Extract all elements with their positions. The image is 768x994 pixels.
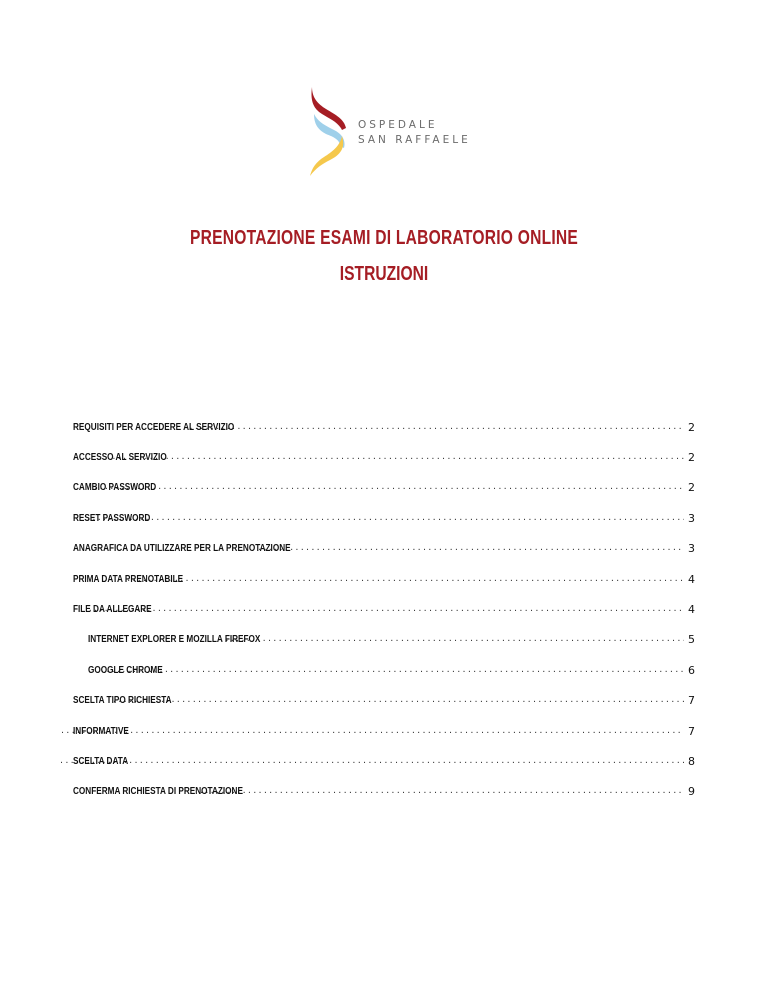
toc-leader-dots — [88, 603, 684, 615]
toc-entry-page: 3 — [688, 512, 695, 525]
toc-entry-label: PRIMA DATA PRENOTABILE — [73, 574, 184, 585]
toc-leader-dots — [257, 542, 684, 554]
toc-subentry[interactable] — [73, 661, 695, 677]
logo-helix-icon — [306, 84, 354, 180]
toc-entry-label: RESET PASSWORD — [73, 513, 151, 524]
document-subtitle: ISTRUZIONI — [339, 263, 429, 285]
toc-leader-dots — [59, 755, 684, 767]
toc-entry-label: ACCESSO AL SERVIZIO — [73, 452, 167, 463]
toc-leader-dots — [219, 633, 684, 645]
toc-entry-page: 2 — [688, 421, 695, 434]
toc-entry[interactable] — [73, 478, 695, 494]
logo-line-2: SAN RAFFAELE — [358, 134, 471, 146]
toc-entry-page: 2 — [688, 481, 695, 494]
toc-entry-page: 6 — [688, 664, 695, 677]
logo-wordmark — [358, 118, 471, 148]
toc-subentry[interactable] — [73, 630, 695, 646]
logo-line-1: OSPEDALE — [358, 119, 438, 131]
toc-leader-dots — [106, 451, 684, 463]
toc-entry-page: 7 — [688, 725, 695, 738]
toc-entry[interactable] — [73, 418, 695, 434]
toc-entry-label: SCELTA TIPO RICHIESTA — [73, 695, 172, 706]
toc-entry-label: FILE DA ALLEGARE — [73, 604, 152, 615]
toc-leader-dots — [100, 664, 684, 676]
toc-leader-dots — [86, 512, 684, 524]
toc-entry-label: SCELTA DATA — [73, 756, 129, 767]
toc-leader-dots — [93, 481, 684, 493]
toc-leader-dots — [60, 725, 684, 737]
toc-entry-page: 9 — [688, 785, 695, 798]
toc-entry-page: 4 — [688, 573, 695, 586]
toc-leader-dots — [199, 785, 684, 797]
toc-leader-dots — [126, 573, 684, 585]
toc-entry[interactable] — [73, 691, 695, 707]
document-title: PRENOTAZIONE ESAMI DI LABORATORIO ONLINE — [189, 227, 579, 249]
toc-entry-page: 2 — [688, 451, 695, 464]
toc-entry-page: 4 — [688, 603, 695, 616]
hospital-logo — [306, 84, 476, 180]
toc-entry-page: 5 — [688, 633, 695, 646]
toc-entry-page: 7 — [688, 694, 695, 707]
toc-entry-label: CAMBIO PASSWORD — [73, 482, 157, 493]
toc-entry[interactable] — [73, 600, 695, 616]
toc-entry[interactable] — [73, 722, 695, 738]
toc-entry-label: REQUISITI PER ACCEDERE AL SERVIZIO — [73, 422, 235, 433]
toc-entry[interactable] — [73, 570, 695, 586]
toc-entry-page: 3 — [688, 542, 695, 555]
toc-entry-label: CONFERMA RICHIESTA DI PRENOTAZIONE — [73, 786, 243, 797]
toc-entry[interactable] — [73, 752, 695, 768]
toc-entry-label: ANAGRAFICA DA UTILIZZARE PER LA PRENOTAZIONE — [73, 543, 291, 554]
toc-entry[interactable] — [73, 539, 695, 555]
toc-entry[interactable] — [73, 782, 695, 798]
toc-entry-page: 8 — [688, 755, 695, 768]
toc-leader-dots — [189, 421, 684, 433]
toc-entry-label: INTERNET EXPLORER E MOZILLA FIREFOX — [88, 634, 261, 645]
toc-entry[interactable] — [73, 448, 695, 464]
toc-leader-dots — [112, 694, 684, 706]
toc-entry[interactable] — [73, 509, 695, 525]
toc-entry-label: INFORMATIVE — [73, 726, 129, 737]
toc-entry-label: GOOGLE CHROME — [88, 665, 163, 676]
